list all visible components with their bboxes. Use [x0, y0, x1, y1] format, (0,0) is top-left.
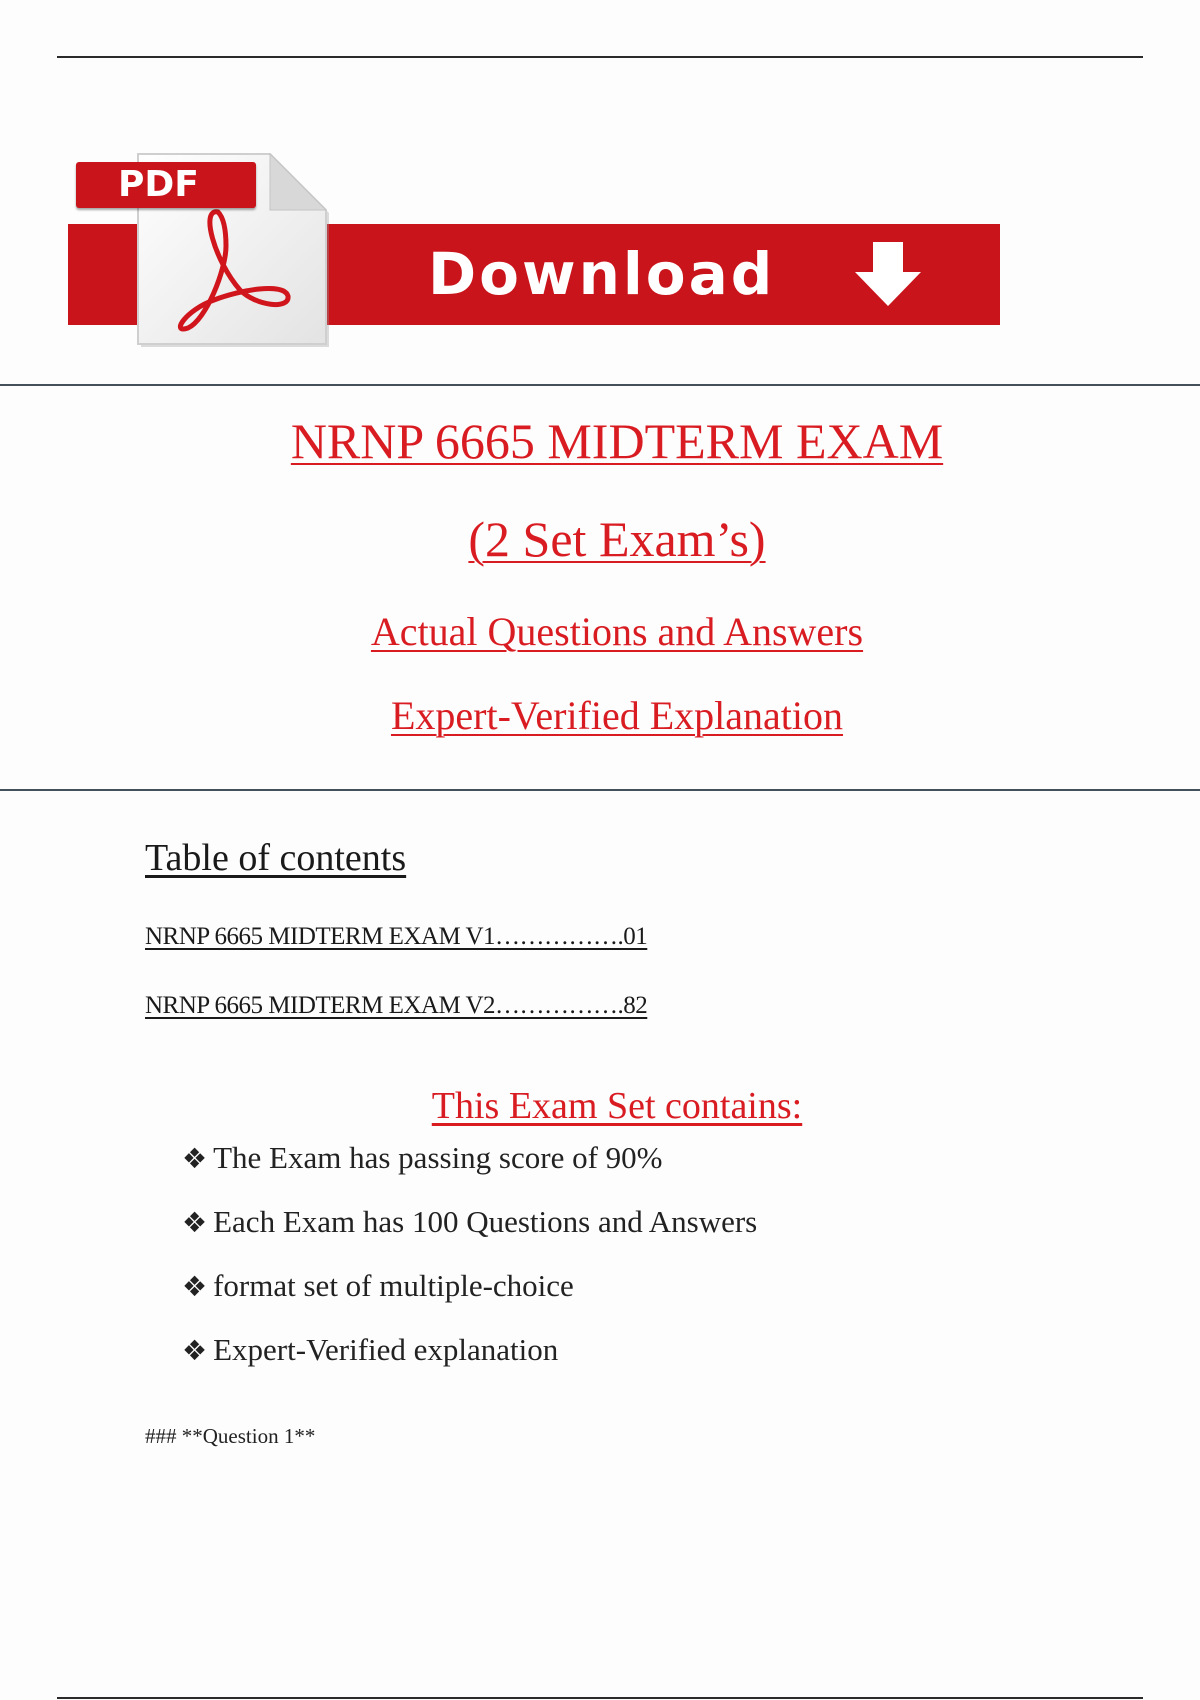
feature-item [182, 1268, 574, 1304]
section-divider-bottom [0, 789, 1200, 791]
diamond-bullet-icon: ❖ [182, 1270, 208, 1303]
bottom-rule [57, 1697, 1143, 1699]
section-divider-top [0, 384, 1200, 386]
feature-text: Expert-Verified explanation [213, 1332, 559, 1367]
feature-item [182, 1332, 558, 1368]
feature-text: The Exam has passing score of 90% [213, 1140, 663, 1175]
feature-text: Each Exam has 100 Questions and Answers [213, 1204, 758, 1239]
toc-item-v2[interactable]: NRNP 6665 MIDTERM EXAM V2…………….82 [145, 992, 648, 1019]
top-rule [57, 56, 1143, 58]
toc-heading: Table of contents [145, 837, 407, 879]
download-arrow-icon [851, 242, 925, 308]
title-line-1: NRNP 6665 MIDTERM EXAM [290, 413, 944, 469]
title-line-2: (2 Set Exam’s) [468, 511, 766, 567]
pdf-label-tag: PDF [76, 162, 256, 208]
title-line-3: Actual Questions and Answers [370, 609, 864, 654]
diamond-bullet-icon: ❖ [182, 1334, 208, 1367]
feature-item [182, 1140, 663, 1176]
question-heading: ### **Question 1** [145, 1424, 316, 1448]
contains-heading: This Exam Set contains: [431, 1085, 803, 1127]
diamond-bullet-icon: ❖ [182, 1142, 208, 1175]
feature-text: format set of multiple-choice [213, 1268, 574, 1303]
title-line-4: Expert-Verified Explanation [390, 693, 844, 738]
feature-item [182, 1204, 757, 1240]
download-label[interactable]: Download [428, 240, 776, 308]
toc-item-v1[interactable]: NRNP 6665 MIDTERM EXAM V1…………….01 [145, 923, 648, 950]
pdf-download-banner[interactable] [68, 150, 1000, 350]
diamond-bullet-icon: ❖ [182, 1206, 208, 1239]
